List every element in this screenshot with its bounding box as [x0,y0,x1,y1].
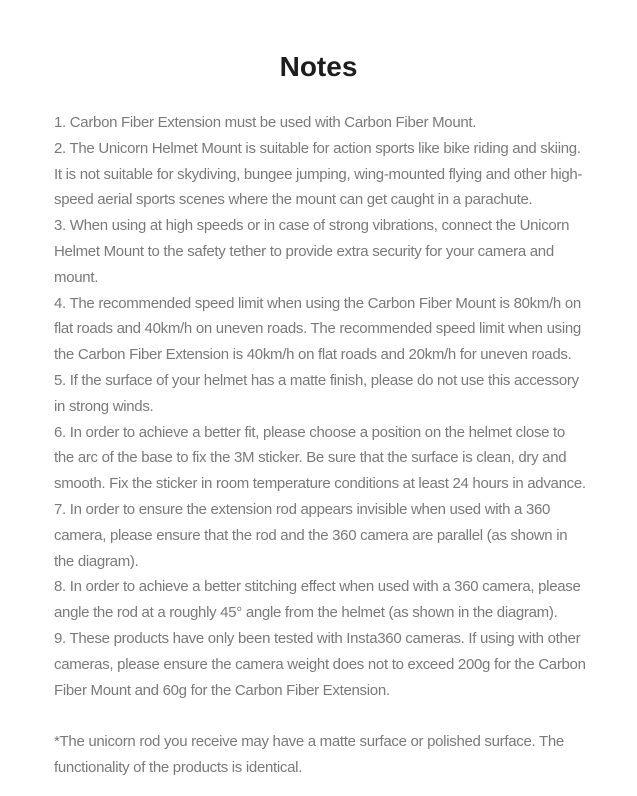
note-item-9: 9. These products have only been tested with Insta360 cameras. If using with other cameras, please ensure the camera weight does not to exceed 200g for the Carbon Fiber Mount and 60g for the Carbon Fiber Extension. [54,629,586,699]
note-item-2: 2. The Unicorn Helmet Mount is suitable for action sports like bike riding and skiing. It is not suitable for skydiving, bungee jumping, wing-mounted flying and other high-speed aerial sports scenes where the mount can get caught in a parachute. [54,139,583,209]
note-item-7: 7. In order to ensure the extension rod appears invisible when used with a 360 camera, please ensure that the rod and the 360 camera are parallel (as shown in the diagram). [54,500,568,570]
notes-list [54,110,588,703]
note-item-6: 6. In order to achieve a better fit, please choose a position on the helmet close to the arc of the base to fix the 3M sticker. Be sure that the surface is clean, dry and smooth. Fix the sticker in room temperature conditions at least 24 hours in advance. [54,423,586,493]
note-item-4: 4. The recommended speed limit when using the Carbon Fiber Mount is 80km/h on flat roads and 40km/h on uneven roads. The recommended speed limit when using the Carbon Fiber Extension is 40km/h on flat roads and 20km/h for uneven roads. [54,294,581,364]
note-item-1: 1. Carbon Fiber Extension must be used with Carbon Fiber Mount. [54,114,477,131]
note-item-5: 5. If the surface of your helmet has a matte finish, please do not use this accessory in strong winds. [54,371,579,415]
note-item-8: 8. In order to achieve a better stitching effect when used with a 360 camera, please angle the rod at a roughly 45° angle from the helmet (as shown in the diagram). [54,578,581,622]
page-title: Notes [279,51,358,82]
note-item-3: 3. When using at high speeds or in case of strong vibrations, connect the Unicorn Helmet Mount to the safety tether to provide extra security for your camera and mount. [54,217,570,286]
footnote: *The unicorn rod you receive may have a matte surface or polished surface. The functionality of the products is identical. [54,733,564,776]
